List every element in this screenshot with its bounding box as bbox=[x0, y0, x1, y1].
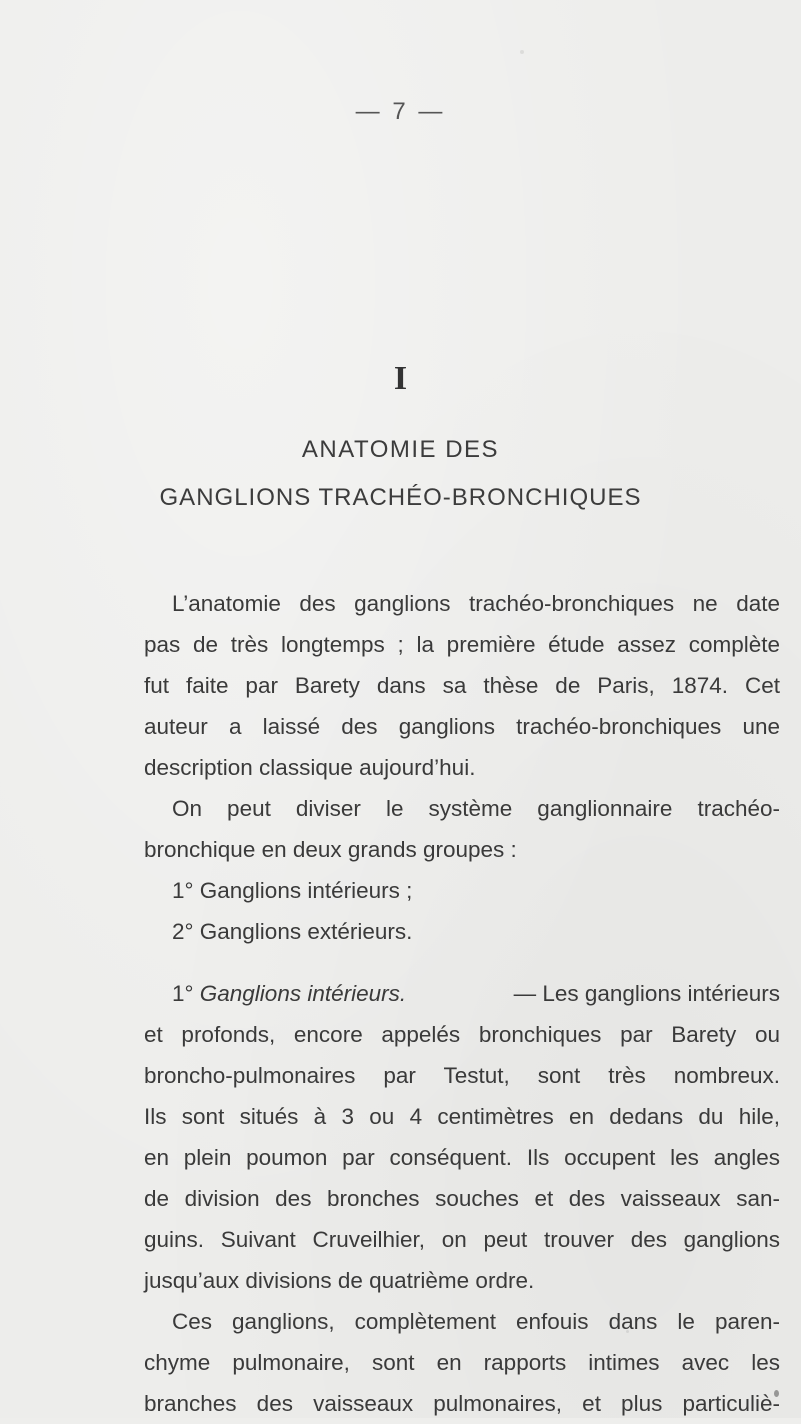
chapter-title-line-1: ANATOMIE DES bbox=[301, 436, 500, 463]
list-item: 1° Ganglions intérieurs ; bbox=[172, 878, 413, 903]
text-line: guins. Suivant Cruveilhier, on peut trouver des ganglions bbox=[144, 1227, 780, 1252]
text-line: et profonds, encore appelés bronchiques par Barety ou bbox=[144, 1022, 780, 1047]
text-line: jusqu’aux divisions de quatrième ordre. bbox=[144, 1268, 535, 1293]
chapter-numeral: I bbox=[393, 360, 408, 397]
section-heading: Ganglions intérieurs. bbox=[199, 981, 407, 1006]
text-line: Ces ganglions, complètement enfouis dans le paren- bbox=[172, 1309, 780, 1334]
text-line: de division des bronches souches et des vaisseaux san- bbox=[144, 1186, 780, 1211]
scan-speck bbox=[520, 50, 524, 54]
text-line: chyme pulmonaire, sont en rapports intimes avec les bbox=[144, 1350, 780, 1375]
text-line: fut faite par Barety dans sa thèse de Paris, 1874. Cet bbox=[144, 673, 780, 698]
text-line: auteur a laissé des ganglions trachéo-bronchiques une bbox=[144, 714, 780, 739]
section-number: 1° bbox=[172, 981, 200, 1006]
section-first-line-rest: — Les ganglions intérieurs bbox=[507, 981, 780, 1006]
list-item: 2° Ganglions extérieurs. bbox=[172, 919, 413, 944]
text-line: broncho-pulmonaires par Testut, sont très nombreux. bbox=[144, 1063, 780, 1088]
text-line: pas de très longtemps ; la première étude assez complète bbox=[144, 632, 780, 657]
page-number: — 7 — bbox=[355, 98, 446, 125]
chapter-title-line-2: GANGLIONS TRACHÉO-BRONCHIQUES bbox=[159, 484, 642, 511]
text-line: L’anatomie des ganglions trachéo-bronchiques ne date bbox=[172, 591, 780, 616]
text-line: On peut diviser le système ganglionnaire trachéo- bbox=[172, 796, 780, 821]
text-line: description classique aujourd’hui. bbox=[144, 755, 476, 780]
section-heading-group bbox=[172, 974, 406, 1014]
text-line: Ils sont situés à 3 ou 4 centimètres en dedans du hile, bbox=[144, 1104, 780, 1129]
text-line: bronchique en deux grands groupes : bbox=[144, 837, 517, 862]
section-first-line bbox=[172, 974, 780, 1014]
text-line: branches des vaisseaux pulmonaires, et plus particuliè- bbox=[144, 1391, 780, 1416]
text-line: en plein poumon par conséquent. Ils occupent les angles bbox=[144, 1145, 780, 1170]
